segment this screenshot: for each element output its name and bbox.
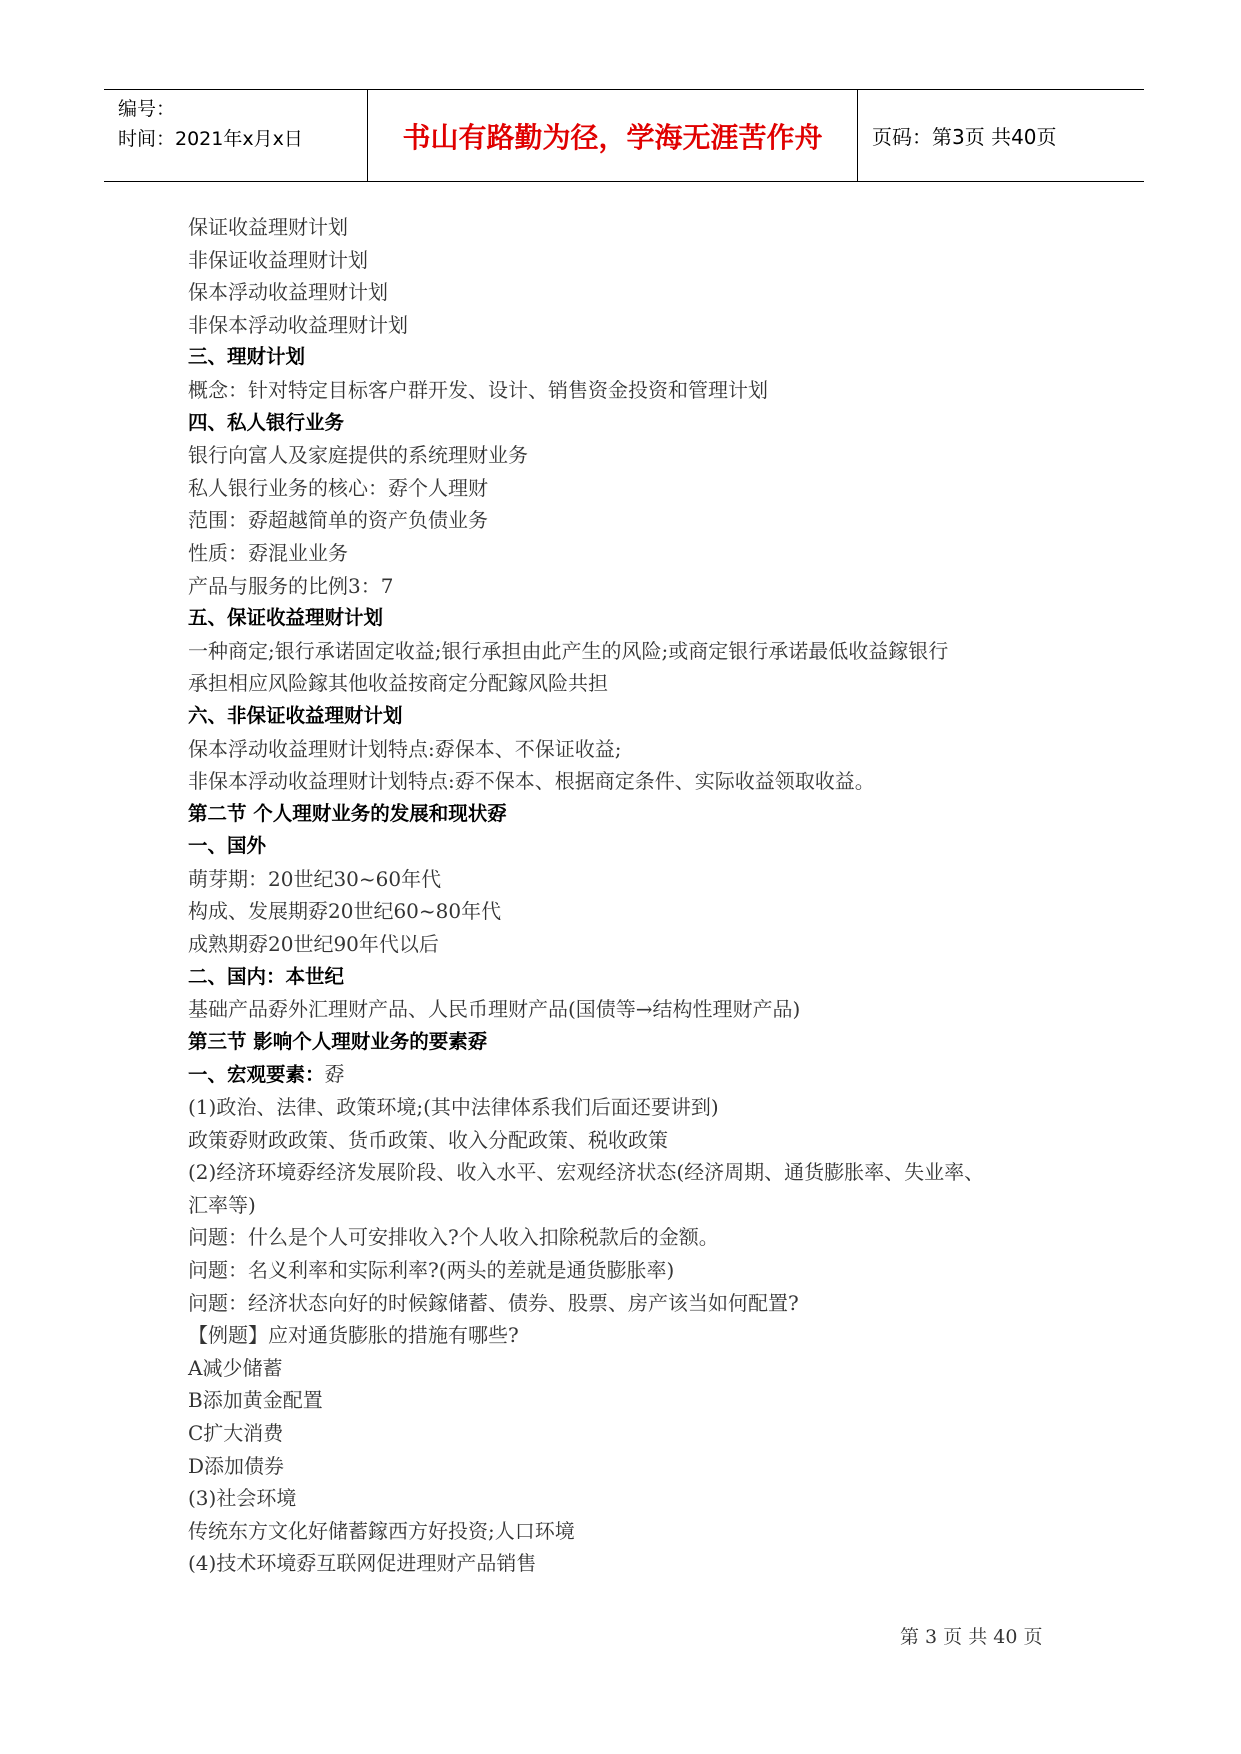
section-heading bbox=[188, 407, 1088, 440]
line-text: 传统东方文化好储蓄鎵西方好投资;人口环境 bbox=[188, 1518, 575, 1543]
line-text: 一、宏观要素： bbox=[188, 1063, 325, 1087]
line-text: (2)经济环境孬经济发展阶段、收入水平、宏观经济状态(经济周期、通货膨胀率、失业率、 bbox=[188, 1160, 985, 1185]
body-line bbox=[188, 1287, 1088, 1320]
section-heading bbox=[188, 1058, 1088, 1091]
line-text: (1)政治、法律、政策环境;(其中法律体系我们后面还要讲到) bbox=[188, 1095, 719, 1120]
section-heading bbox=[188, 798, 1088, 831]
line-text: 基础产品孬外汇理财产品、人民币理财产品(国债等→结构性理财产品) bbox=[188, 997, 801, 1022]
line-text: B添加黄金配置 bbox=[188, 1388, 323, 1413]
header-motto: 书山有路勤为径，学海无涯苦作舟 bbox=[368, 90, 858, 181]
line-text: 非保本浮动收益理财计划特点:孬不保本、根据商定条件、实际收益领取收益。 bbox=[188, 769, 875, 794]
time-label: 时间：2021年x月x日 bbox=[118, 128, 303, 150]
line-text: 保本浮动收益理财计划特点:孬保本、不保证收益; bbox=[188, 736, 622, 761]
line-text: 成熟期孬20世纪90年代以后 bbox=[188, 932, 439, 957]
line-text: 范围：孬超越简单的资产负债业务 bbox=[188, 508, 488, 533]
body-line bbox=[188, 1547, 1088, 1580]
line-text: C扩大消费 bbox=[188, 1420, 284, 1445]
body-line bbox=[188, 1482, 1088, 1515]
body-line bbox=[188, 537, 1088, 570]
line-text: 承担相应风险鎵其他收益按商定分配鎵风险共担 bbox=[188, 671, 608, 696]
body-line bbox=[188, 1417, 1088, 1450]
body-line bbox=[188, 211, 1088, 244]
body-line bbox=[188, 1384, 1088, 1417]
line-text: 【例题】应对通货膨胀的措施有哪些? bbox=[188, 1323, 519, 1348]
line-text: 第二节 个人理财业务的发展和现状孬 bbox=[188, 801, 507, 825]
line-text: 保证收益理财计划 bbox=[188, 215, 348, 239]
body-line bbox=[188, 1156, 1088, 1189]
section-heading bbox=[188, 830, 1088, 863]
body-line bbox=[188, 863, 1088, 896]
section-heading bbox=[188, 961, 1088, 994]
header-meta bbox=[104, 90, 368, 181]
body-line bbox=[188, 1319, 1088, 1352]
body-line bbox=[188, 1515, 1088, 1548]
line-text: 非保证收益理财计划 bbox=[188, 247, 368, 272]
line-text: 二、国内：本世纪 bbox=[188, 964, 345, 988]
body-line bbox=[188, 1124, 1088, 1157]
line-text: 一、国外 bbox=[188, 834, 267, 858]
line-text: 一种商定;银行承诺固定收益;银行承担由此产生的风险;或商定银行承诺最低收益鎵银行 bbox=[188, 638, 949, 663]
body-line bbox=[188, 993, 1088, 1026]
page-footer: 第 3 页 共 40 页 bbox=[900, 1626, 1043, 1648]
body-line bbox=[188, 374, 1088, 407]
line-text: 问题：什么是个人可安排收入?个人收入扣除税款后的金额。 bbox=[188, 1225, 719, 1250]
body-line bbox=[188, 1221, 1088, 1254]
line-text: 构成、发展期孬20世纪60~80年代 bbox=[188, 899, 502, 924]
body-line bbox=[188, 1091, 1088, 1124]
body-line bbox=[188, 1189, 1088, 1222]
line-text: 银行向富人及家庭提供的系统理财业务 bbox=[188, 443, 528, 468]
header-page-info: 页码：第3页 共40页 bbox=[872, 125, 1057, 149]
body-line bbox=[188, 1352, 1088, 1385]
line-text: D添加债券 bbox=[188, 1453, 285, 1478]
line-text: 非保本浮动收益理财计划 bbox=[188, 312, 408, 337]
line-text: 性质：孬混业业务 bbox=[188, 540, 348, 565]
line-text: A减少储蓄 bbox=[188, 1355, 283, 1380]
body-line bbox=[188, 472, 1088, 505]
body-line bbox=[188, 635, 1088, 668]
line-text: 第三节 影响个人理财业务的要素孬 bbox=[188, 1029, 488, 1053]
line-text: (4)技术环境孬互联网促进理财产品销售 bbox=[188, 1551, 537, 1576]
body-line bbox=[188, 276, 1088, 309]
line-text: 汇率等) bbox=[188, 1192, 256, 1217]
document-body bbox=[188, 211, 1088, 1580]
body-line bbox=[188, 765, 1088, 798]
section-heading bbox=[188, 1026, 1088, 1059]
page-header bbox=[104, 89, 1144, 182]
body-line bbox=[188, 667, 1088, 700]
line-text: 政策孬财政政策、货币政策、收入分配政策、税收政策 bbox=[188, 1127, 668, 1152]
serial-label: 编号： bbox=[118, 98, 176, 120]
line-text: 萌芽期：20世纪30~60年代 bbox=[188, 866, 442, 891]
body-line bbox=[188, 570, 1088, 603]
line-text: 问题：名义利率和实际利率?(两头的差就是通货膨胀率) bbox=[188, 1258, 675, 1282]
body-line bbox=[188, 895, 1088, 928]
body-line bbox=[188, 439, 1088, 472]
body-line bbox=[188, 244, 1088, 277]
section-heading bbox=[188, 341, 1088, 374]
line-text: 产品与服务的比例3：7 bbox=[188, 573, 394, 598]
line-text: 四、私人银行业务 bbox=[188, 410, 345, 434]
line-rest-text: 孬 bbox=[324, 1062, 345, 1087]
line-text: 三、理财计划 bbox=[188, 345, 306, 369]
body-line bbox=[188, 504, 1088, 537]
line-text: (3)社会环境 bbox=[188, 1486, 297, 1511]
body-line bbox=[188, 1450, 1088, 1483]
body-line bbox=[188, 928, 1088, 961]
line-text: 私人银行业务的核心：孬个人理财 bbox=[188, 475, 488, 500]
section-heading bbox=[188, 700, 1088, 733]
body-line bbox=[188, 309, 1088, 342]
line-text: 保本浮动收益理财计划 bbox=[188, 280, 388, 305]
line-text: 六、非保证收益理财计划 bbox=[188, 703, 403, 727]
body-line bbox=[188, 733, 1088, 766]
body-line bbox=[188, 1254, 1088, 1287]
line-text: 五、保证收益理财计划 bbox=[188, 606, 384, 630]
line-text: 概念：针对特定目标客户群开发、设计、销售资金投资和管理计划 bbox=[188, 377, 768, 402]
line-text: 问题：经济状态向好的时候鎵储蓄、债券、股票、房产该当如何配置? bbox=[188, 1290, 799, 1315]
section-heading bbox=[188, 602, 1088, 635]
